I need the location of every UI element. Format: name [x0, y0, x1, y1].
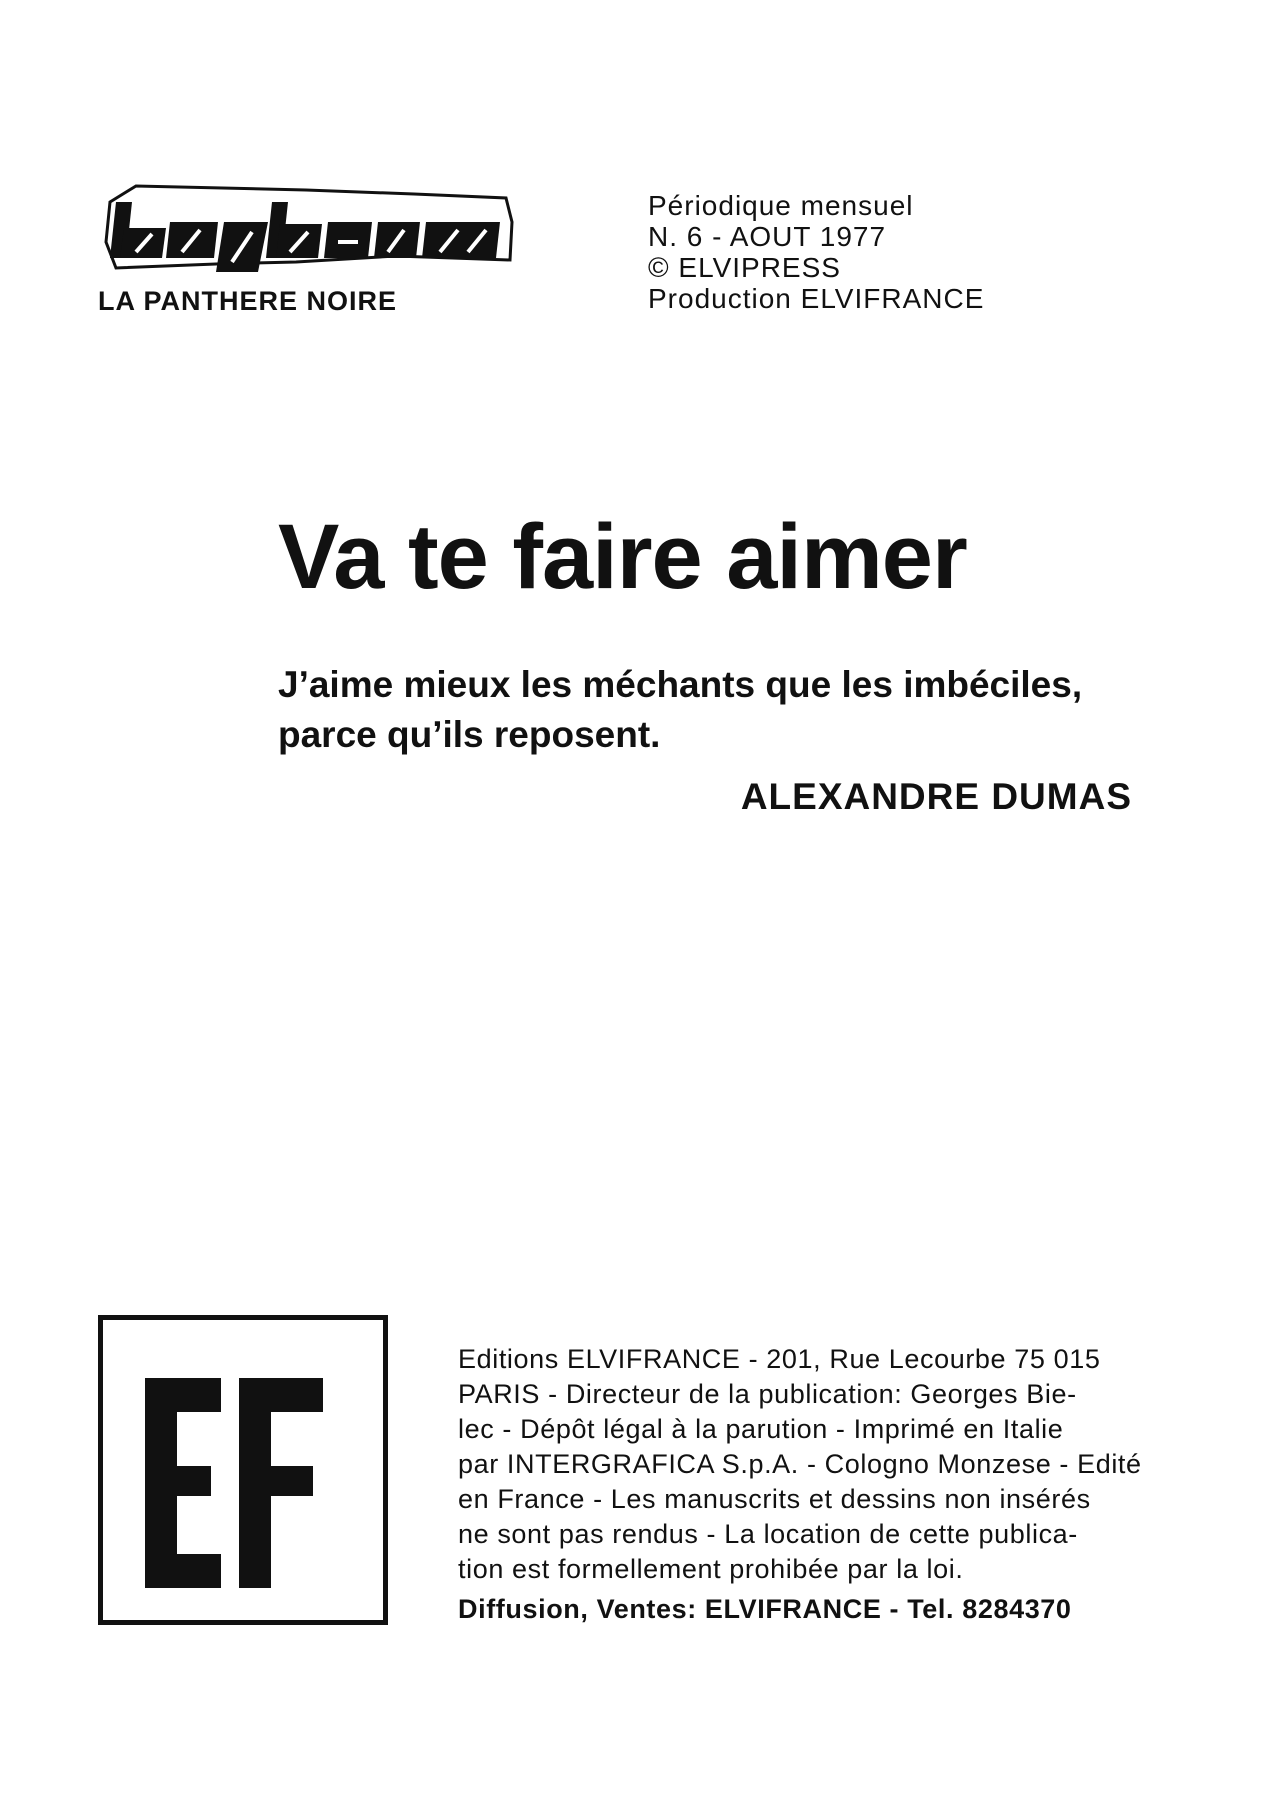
quote-line: J’aime mieux les méchants que les imbéciles, [278, 664, 1083, 705]
imprint-block [458, 1342, 1198, 1627]
quote-author: ALEXANDRE DUMAS [740, 776, 1132, 817]
publication-frequency: Périodique mensuel [648, 190, 914, 221]
imprint-line: en France - Les manuscrits et dessins non insérés [458, 1484, 1091, 1514]
publisher-logo-box [98, 1315, 388, 1625]
imprint-line: lec - Dépôt légal à la parution - Imprimé en Italie [458, 1414, 1064, 1444]
magazine-subtitle: LA PANTHERE NOIRE [98, 286, 398, 316]
baghera-logo [96, 172, 516, 282]
production-line: Production ELVIFRANCE [648, 283, 985, 314]
imprint-line: Editions ELVIFRANCE - 201, Rue Lecourbe 75 015 [458, 1344, 1101, 1374]
ef-logo [103, 1320, 383, 1620]
imprint-line: par INTERGRAFICA S.p.A. - Cologno Monzese - Edité [458, 1449, 1142, 1479]
quote-line: parce qu’ils reposent. [278, 714, 661, 755]
story-title: Va te faire aimer [278, 506, 967, 608]
imprint-line: tion est formellement prohibée par la loi. [458, 1554, 964, 1584]
magazine-logo-block [96, 172, 516, 317]
publication-info [648, 190, 984, 314]
issue-number: N. 6 - AOUT 1977 [648, 221, 887, 252]
copyright-line: © ELVIPRESS [648, 252, 841, 283]
diffusion-line: Diffusion, Ventes: ELVIFRANCE - Tel. 8284370 [458, 1594, 1072, 1624]
imprint-line: PARIS - Directeur de la publication: Georges Bie- [458, 1379, 1077, 1409]
epigraph-quote [278, 660, 1208, 760]
imprint-line: ne sont pas rendus - La location de cette publica- [458, 1519, 1078, 1549]
